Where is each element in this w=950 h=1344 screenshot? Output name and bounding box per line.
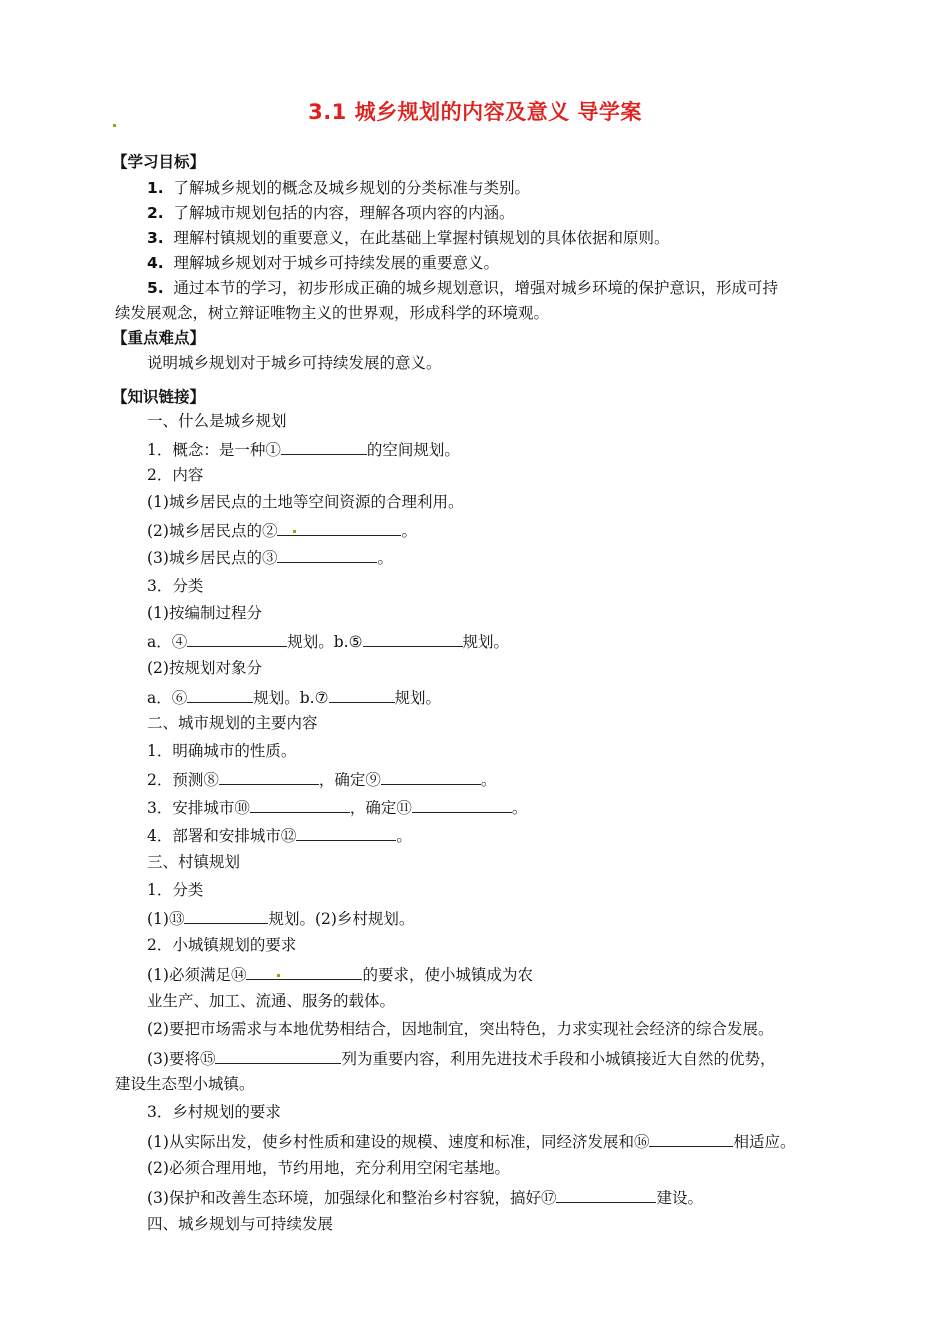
subsection-heading: 1．分类	[147, 881, 204, 899]
text: a．④	[147, 633, 188, 651]
section-heading: 一、什么是城乡规划	[147, 412, 287, 430]
goal-text: 理解村镇规划的重要意义，在此基础上掌握村镇规划的具体依据和原则。	[173, 229, 670, 247]
text: 2．预测⑧	[147, 771, 219, 789]
goal-text: 通过本节的学习，初步形成正确的城乡规划意识，增强对城乡环境的保护意识，形成可持	[173, 279, 779, 297]
text: 的空间规划。	[366, 441, 460, 459]
content-line: (1)城乡居民点的土地等空间资源的合理利用。	[147, 493, 464, 511]
text: 。	[396, 827, 412, 845]
subsection-heading: 2．小城镇规划的要求	[147, 936, 297, 954]
blank-12[interactable]	[296, 824, 396, 841]
goal-number: 4.	[147, 254, 164, 272]
section-heading: 二、城市规划的主要内容	[147, 714, 318, 732]
text: 规划。(2)乡村规划。	[268, 910, 415, 928]
key-points-heading: 【重点难点】	[112, 329, 206, 347]
goal-number: 3.	[147, 229, 164, 247]
fill-line	[147, 796, 527, 818]
text: 列为重要内容，利用先进技术手段和小城镇接近大自然的优势，	[341, 1050, 776, 1068]
text: ，确定⑨	[318, 771, 381, 789]
blank-14[interactable]	[246, 963, 362, 980]
text: 3．安排城市⑩	[147, 799, 250, 817]
fill-line	[147, 907, 414, 929]
page-title: 3.1 城乡规划的内容及意义 导学案	[308, 100, 642, 124]
fill-line	[147, 768, 496, 790]
content-line: (2)要把市场需求与本地优势相结合，因地制宜，突出特色，力求实现社会经济的综合发展。	[147, 1020, 774, 1038]
goal-item	[147, 253, 499, 273]
goal-text: 了解城乡规划的概念及城乡规划的分类标准与类别。	[173, 179, 531, 197]
content-line: (2)按规划对象分	[147, 659, 262, 677]
fill-line	[147, 546, 393, 568]
text: ，确定⑪	[349, 799, 412, 817]
text: (3)城乡居民点的③	[147, 549, 278, 567]
content-line: (2)必须合理用地，节约用地，充分利用空闲宅基地。	[147, 1159, 510, 1177]
fill-line	[147, 1130, 795, 1152]
fill-line	[147, 686, 441, 708]
blank-13[interactable]	[184, 907, 268, 924]
goal-text-continued: 续发展观念，树立辩证唯物主义的世界观，形成科学的环境观。	[115, 304, 550, 322]
blank-11[interactable]	[412, 796, 512, 813]
blank-2[interactable]	[277, 519, 401, 536]
blank-4[interactable]	[187, 630, 287, 647]
fill-line	[147, 1186, 703, 1208]
knowledge-link-heading: 【知识链接】	[112, 388, 206, 406]
text: a．⑥	[147, 689, 188, 707]
goal-item	[147, 228, 670, 248]
content-line: 1．明确城市的性质。	[147, 742, 297, 760]
goal-number: 1.	[147, 179, 164, 197]
blank-3[interactable]	[277, 546, 377, 563]
text: (3)保护和改善生态环境，加强绿化和整治乡村容貌，搞好⑰	[147, 1189, 557, 1207]
section-heading: 四、城乡规划与可持续发展	[147, 1215, 334, 1233]
subsection-heading: 3．乡村规划的要求	[147, 1103, 281, 1121]
fill-line	[147, 1047, 775, 1069]
goal-number: 2.	[147, 204, 164, 222]
text: 4．部署和安排城市⑫	[147, 827, 297, 845]
fill-line	[147, 824, 412, 846]
text: 规划。b.⑦	[253, 689, 329, 707]
text: (1)从实际出发，使乡村性质和建设的规模、速度和标准，同经济发展和⑯	[147, 1133, 650, 1151]
text: 。	[401, 522, 417, 540]
text: (1)⑬	[147, 910, 185, 928]
goals-heading: 【学习目标】	[112, 153, 206, 171]
text: 规划。	[462, 633, 510, 651]
blank-1[interactable]	[281, 438, 367, 455]
blank-6[interactable]	[187, 686, 253, 703]
key-points-text: 说明城乡规划对于城乡可持续发展的意义。	[147, 354, 442, 372]
goal-item	[147, 203, 515, 223]
text: 。	[511, 799, 528, 817]
blank-15[interactable]	[215, 1047, 341, 1064]
text: 。	[480, 771, 497, 789]
blank-7[interactable]	[329, 686, 395, 703]
fill-line	[147, 519, 417, 541]
content-line: (1)按编制过程分	[147, 604, 262, 622]
text: 规划。	[394, 689, 442, 707]
blank-16[interactable]	[649, 1130, 733, 1147]
fill-line	[147, 630, 509, 652]
text: 的要求，使小城镇成为农	[362, 966, 533, 984]
blank-8[interactable]	[219, 768, 319, 785]
text: 建设。	[656, 1189, 703, 1207]
goal-item	[147, 178, 530, 198]
text: 规划。b.⑤	[287, 633, 363, 651]
goal-number: 5.	[147, 279, 164, 297]
content-line: 建设生态型小城镇。	[115, 1075, 255, 1093]
blank-10[interactable]	[250, 796, 350, 813]
text: (3)要将⑮	[147, 1050, 216, 1068]
subsection-heading: 3．分类	[147, 577, 204, 595]
text: (2)城乡居民点的②	[147, 522, 278, 540]
text: (1)必须满足⑭	[147, 966, 247, 984]
blank-9[interactable]	[381, 768, 481, 785]
goal-item	[147, 278, 778, 298]
subsection-heading: 2．内容	[147, 466, 204, 484]
text: 1．概念：是一种①	[147, 441, 281, 459]
text: 。	[377, 549, 393, 567]
fill-line	[147, 438, 460, 460]
blank-17[interactable]	[556, 1186, 656, 1203]
fill-line	[147, 963, 533, 985]
content-line: 业生产、加工、流通、服务的载体。	[147, 992, 396, 1010]
goal-text: 理解城乡规划对于城乡可持续发展的重要意义。	[173, 254, 500, 272]
goal-text: 了解城市规划包括的内容，理解各项内容的内涵。	[173, 204, 515, 222]
section-heading: 三、村镇规划	[147, 853, 241, 871]
blank-5[interactable]	[363, 630, 463, 647]
text: 相适应。	[733, 1133, 796, 1151]
